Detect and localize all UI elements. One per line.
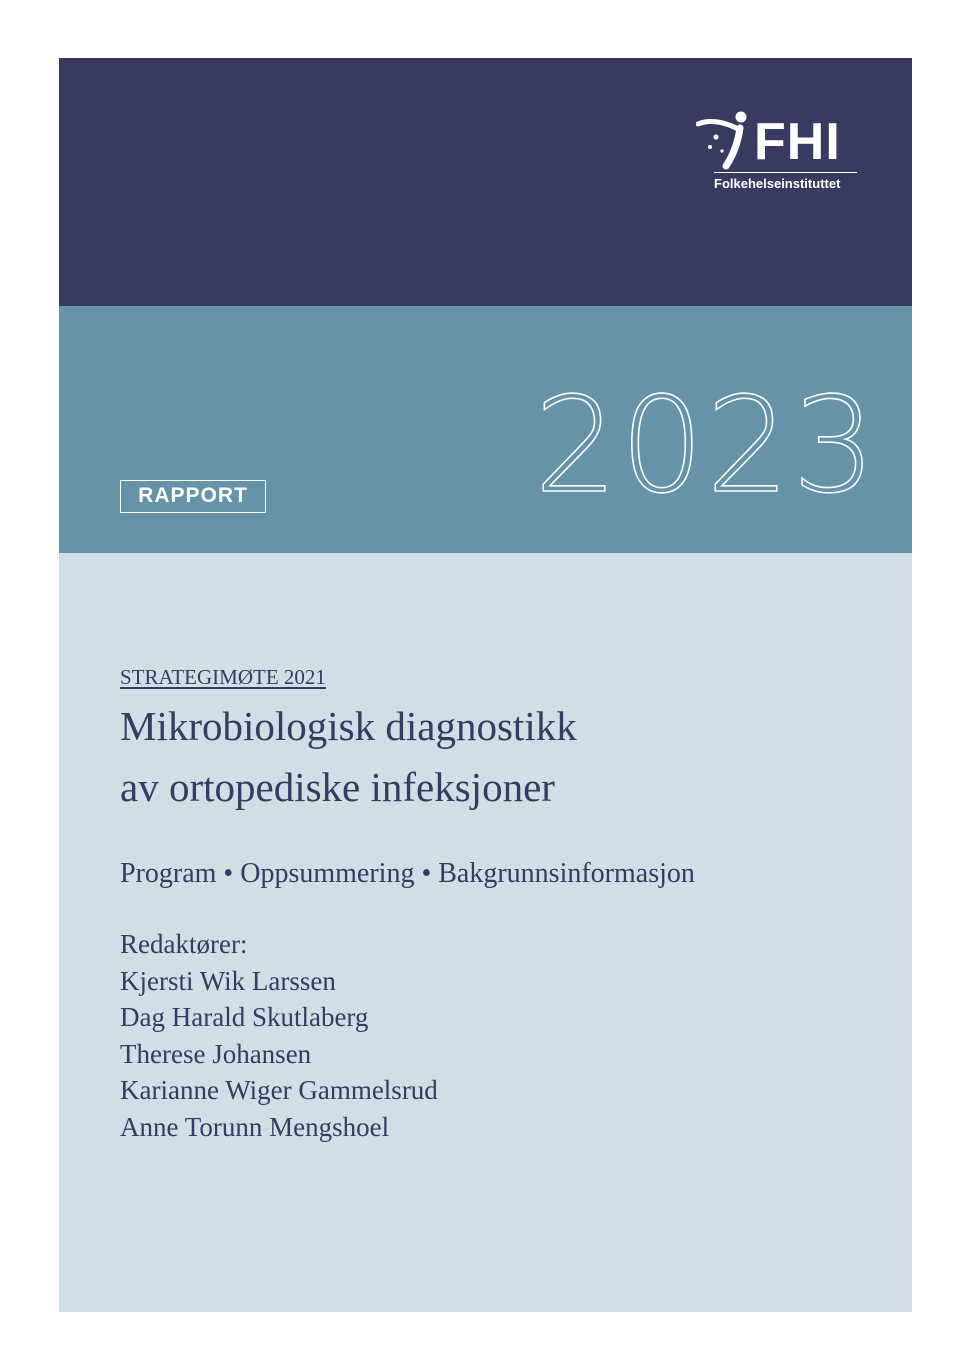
logo-abbreviation: FHI <box>754 113 841 171</box>
report-subtitle: Program • Oppsummering • Bakgrunnsinformasjon <box>120 858 695 889</box>
editor-name: Dag Harald Skutlaberg <box>120 1002 369 1032</box>
report-year: 2023 <box>534 369 878 523</box>
report-title <box>120 696 880 818</box>
top-band <box>59 58 912 306</box>
editor-name: Karianne Wiger Gammelsrud <box>120 1075 438 1105</box>
editors-list <box>120 926 438 1145</box>
fhi-figure-icon <box>696 110 754 170</box>
title-line-1: Mikrobiologisk diagnostikk <box>120 703 577 749</box>
report-cover <box>59 58 912 1312</box>
logo-organization-name: Folkehelseinstituttet <box>714 176 841 191</box>
editor-name: Therese Johansen <box>120 1038 312 1069</box>
fhi-logo <box>696 110 861 194</box>
editor-name: Anne Torunn Mengshoel <box>120 1111 390 1142</box>
eyebrow-heading: STRATEGIMØTE 2021 <box>120 665 326 689</box>
editors-label: Redaktører: <box>120 929 248 959</box>
report-type-badge: RAPPORT <box>120 480 266 513</box>
editor-name: Kjersti Wik Larssen <box>120 965 336 996</box>
title-line-2: av ortopediske infeksjoner <box>120 764 555 810</box>
logo-divider <box>714 172 857 173</box>
